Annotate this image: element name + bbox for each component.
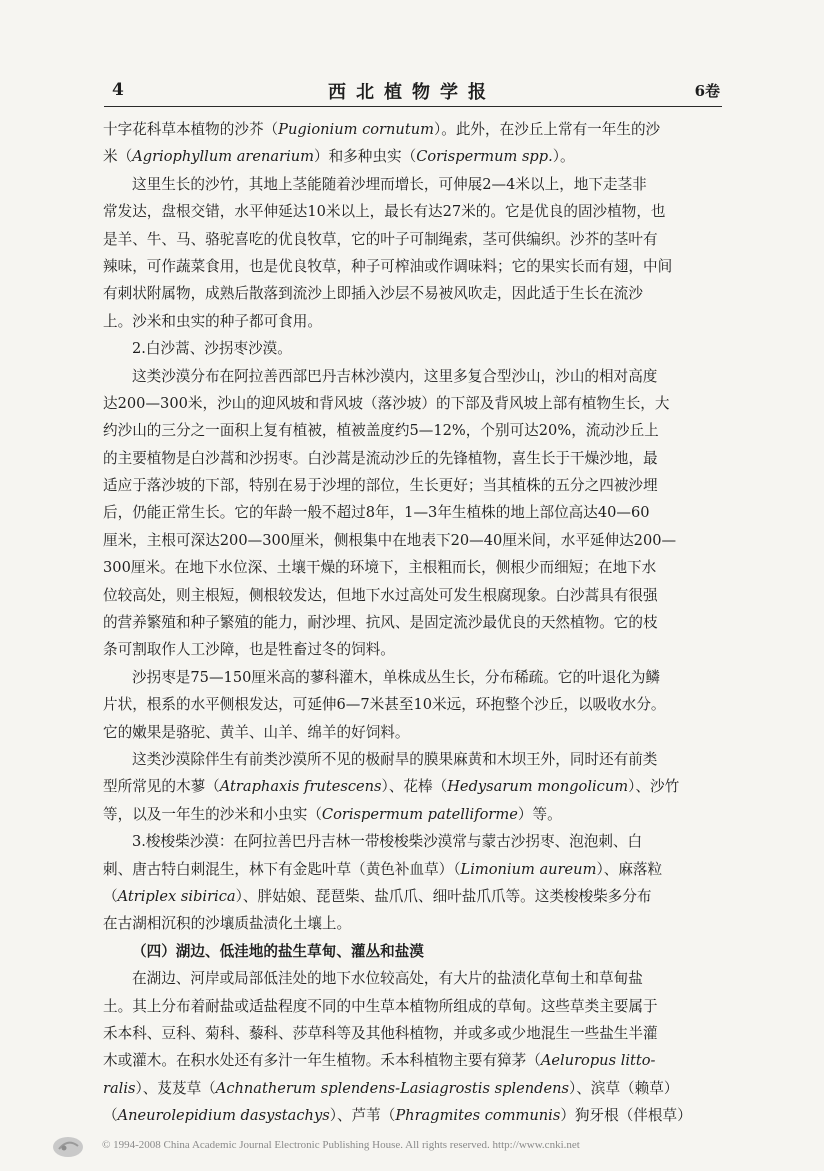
text-line: 在湖边、河岸或局部低洼处的地下水位较高处，有大片的盐渍化草甸土和草甸盐 [132, 970, 643, 988]
text-line: ralis）、芨芨草（Achnatherum splendens-Lasiagrostis splendens）、滨草（赖草） [103, 1079, 679, 1097]
text-line: 这类沙漠除伴生有前类沙漠所不见的极耐旱的膜果麻黄和木坝王外，同时还有前类 [132, 750, 658, 768]
text-line: 的营养繁殖和种子繁殖的能力，耐沙埋、抗风、是固定流沙最优良的天然植物。它的枝 [103, 614, 658, 632]
text-line: 条可割取作人工沙障，也是牲畜过冬的饲料。 [103, 641, 395, 659]
text-line: 是羊、牛、马、骆驼喜吃的优良牧草，它的叶子可制绳索，茎可供编织。沙芥的茎叶有 [103, 230, 658, 248]
header-rule [104, 106, 722, 107]
text-line: 土。其上分布着耐盐或适盐程度不同的中生草本植物所组成的草甸。这些草类主要属于 [103, 997, 658, 1015]
text-line: 约沙山的三分之一面积上复有植被，植被盖度约5—12%，个别可达20%，流动沙丘上 [103, 422, 659, 440]
text-line: 300厘米。在地下水位深、土壤干燥的环境下，主根粗而长，侧根少而细短；在地下水 [103, 559, 657, 577]
text-line: 上。沙米和虫实的种子都可食用。 [103, 312, 322, 330]
text-line: 的主要植物是白沙蒿和沙拐枣。白沙蒿是流动沙丘的先锋植物，喜生长于干燥沙地，最 [103, 449, 658, 467]
volume-label: 6卷 [694, 82, 720, 100]
text-line: 这里生长的沙竹，其地上茎能随着沙埋而增长，可伸展2—4米以上，地下走茎非 [132, 175, 647, 193]
journal-title: 西北植物学报 [328, 82, 496, 103]
text-line: 等，以及一年生的沙米和小虫实（Corispermum patelliforme）等。 [103, 805, 562, 823]
text-line: （Aneurolepidium dasystachys）、芦苇（Phragmites communis）狗牙根（伴根草） [103, 1107, 692, 1125]
text-line: 2.白沙蒿、沙拐枣沙漠。 [132, 340, 292, 358]
text-line: 片状，根系的水平侧根发达，可延伸6—7米甚至10米远，环抱整个沙丘，以吸收水分。 [103, 696, 666, 714]
text-line: 木或灌木。在积水处还有多汁一年生植物。禾本科植物主要有獐茅（Aeluropus litto- [103, 1052, 656, 1070]
text-line: 适应于落沙坡的下部，特别在易于沙埋的部位，生长更好；当其植株的五分之四被沙埋 [103, 477, 658, 495]
page-header [104, 76, 720, 104]
text-line: 沙拐枣是75—150厘米高的蓼科灌木，单株成丛生长，分布稀疏。它的叶退化为鳞 [132, 668, 661, 686]
page-footer [50, 1130, 790, 1164]
text-line: 后，仍能正常生长。它的年龄一般不超过8年，1—3年生植株的地上部位高达40—60 [103, 504, 650, 522]
text-line: 十字花科草本植物的沙芥（Pugionium cornutum）。此外，在沙丘上常有一年生的沙 [103, 121, 661, 138]
text-line: 刺、唐古特白刺混生，林下有金匙叶草（黄色补血草）（Limonium aureum）、麻落粒 [103, 860, 663, 878]
text-line: 3.梭梭柴沙漠：在阿拉善巴丹吉林一带梭梭柴沙漠常与蒙古沙拐枣、泡泡刺、白 [132, 833, 643, 851]
text-line: 米（Agriophyllum arenarium）和多种虫实（Corispermum spp.）。 [103, 148, 575, 166]
text-line: 在古湖相沉积的沙壤质盐渍化土壤上。 [103, 915, 352, 933]
text-line: 常发达，盘根交错，水平伸延达10米以上，最长有达27米的。它是优良的固沙植物，也 [103, 203, 666, 221]
text-line: 辣味，可作蔬菜食用，也是优良牧草，种子可榨油或作调味料；它的果实长而有翅，中间 [103, 257, 673, 275]
text-line: （Atriplex sibirica）、胖姑娘、琵琶柴、盐爪爪、细叶盐爪爪等。这类梭梭柴多分布 [103, 887, 652, 905]
text-line: 达200—300米，沙山的迎风坡和背风坡（落沙坡）的下部及背风坡上部有植物生长，大 [103, 394, 670, 412]
section-heading: （四）湖边、低洼地的盐生草甸、灌丛和盐漠 [132, 942, 424, 960]
text-line: 这类沙漠分布在阿拉善西部巴丹吉林沙漠内，这里多复合型沙山，沙山的相对高度 [132, 367, 658, 385]
text-line: 禾本科、豆科、菊科、藜科、莎草科等及其他科植物，并或多或少地混生一些盐生半灌 [103, 1024, 658, 1042]
copyright-notice: © 1994-2008 China Academic Journal Electronic Publishing House. All rights reserved. http://www.cnki.net [102, 1139, 580, 1151]
cnki-logo-icon [50, 1132, 86, 1160]
text-line: 有刺状附属物，成熟后散落到流沙上即插入沙层不易被风吹走，因此适于生长在流沙 [103, 285, 643, 303]
page-number: 4 [112, 80, 124, 100]
text-line: 位较高处，则主根短，侧根较发达，但地下水过高处可发生根腐现象。白沙蒿具有很强 [103, 586, 658, 604]
article-body [103, 116, 723, 1129]
text-line: 厘米，主根可深达200—300厘米，侧根集中在地表下20—40厘米间，水平延伸达200— [103, 531, 677, 549]
text-line: 型所常见的木蓼（Atraphaxis frutescens）、花棒（Hedysarum mongolicum）、沙竹 [103, 778, 680, 796]
text-line: 它的嫩果是骆驼、黄羊、山羊、绵羊的好饲料。 [103, 723, 410, 741]
